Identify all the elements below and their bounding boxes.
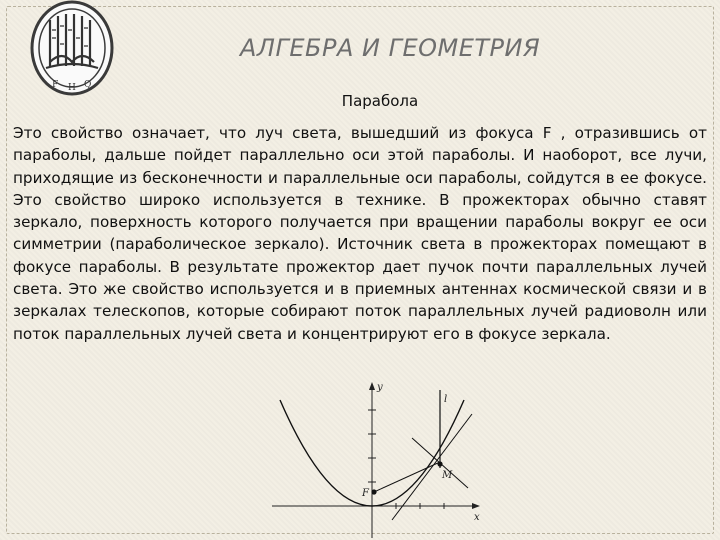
logo-letter-h: H	[68, 83, 76, 93]
page-title: АЛГЕБРА И ГЕОМЕТРИЯ	[240, 34, 541, 62]
body-paragraph: Это свойство означает, что луч света, вышедший из фокуса F , отразившись от параболы, дальше пойдет параллельно оси этой параболы. И наоборот, все лучи, приходящие из бесконечности и параллельные оси параболы, сойдутся в ее фокусе. Это свойство широко используется в технике. В прожекторах обычно ставят зеркало, поверхность которого получается при вращении параболы вокруг ее оси симметрии (параболическое зеркало). Источник света в прожекторах помещают в фокусе параболы. В результате прожектор дает пучок почти параллельных лучей света. Это же свойство используется и в приемных антеннах космической связи и в зеркалах телескопов, которые собирают поток параллельных лучей радиоволн или поток параллельных лучей света и концентрируют его в фокусе зеркала.	[13, 124, 707, 343]
line-l-label: l	[444, 394, 448, 405]
university-logo	[28, 0, 116, 98]
y-axis-label: y	[377, 382, 383, 393]
focus-point	[371, 489, 376, 494]
focal-ray	[374, 462, 440, 492]
logo-letter-f: F	[52, 80, 59, 90]
tangent-line	[392, 414, 472, 520]
point-m	[437, 461, 442, 466]
y-axis-arrow	[369, 382, 375, 390]
x-axis-arrow	[472, 503, 480, 509]
logo-letter-q: Q	[84, 80, 92, 90]
parabola-diagram	[262, 380, 492, 540]
x-axis-label: x	[474, 512, 480, 523]
focus-label: F	[362, 488, 369, 499]
point-m-label: M	[442, 470, 453, 481]
section-subtitle: Парабола	[341, 92, 419, 110]
